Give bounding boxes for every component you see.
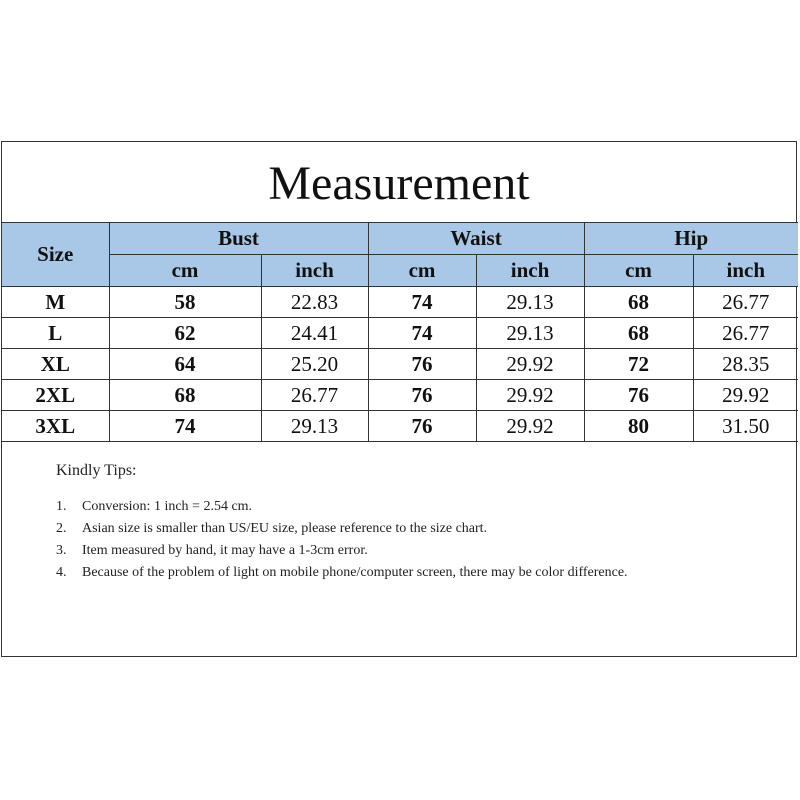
- tip-text: Conversion: 1 inch = 2.54 cm.: [82, 499, 253, 514]
- tips-list: [56, 496, 796, 584]
- bust-cm-cell: 58: [109, 287, 261, 318]
- bust-inch-cell: 24.41: [261, 318, 368, 349]
- waist-inch-cell: 29.92: [476, 411, 584, 442]
- waist-group-header: Waist: [368, 223, 584, 255]
- table-row: [2, 380, 798, 411]
- tip-number: 3.: [56, 543, 67, 558]
- bust-cm-cell: 74: [109, 411, 261, 442]
- size-column-header: Size: [2, 223, 109, 287]
- hip-cm-cell: 80: [584, 411, 693, 442]
- bust-inch-cell: 29.13: [261, 411, 368, 442]
- unit-header-bust-inch: inch: [261, 255, 368, 287]
- table-body: [2, 287, 798, 442]
- hip-inch-cell: 26.77: [693, 287, 798, 318]
- size-chart-card: [1, 141, 797, 657]
- size-cell: XL: [2, 349, 109, 380]
- tip-item: [56, 518, 796, 540]
- waist-inch-cell: 29.13: [476, 318, 584, 349]
- tips-section: [2, 442, 796, 584]
- tip-item: [56, 496, 796, 518]
- tip-text: Because of the problem of light on mobile phone/computer screen, there may be color difference.: [82, 565, 628, 580]
- waist-cm-cell: 74: [368, 318, 476, 349]
- table-row: [2, 349, 798, 380]
- hip-cm-cell: 72: [584, 349, 693, 380]
- tip-number: 2.: [56, 521, 67, 536]
- unit-header-waist-inch: inch: [476, 255, 584, 287]
- bust-inch-cell: 25.20: [261, 349, 368, 380]
- hip-group-header: Hip: [584, 223, 798, 255]
- size-cell: 3XL: [2, 411, 109, 442]
- bust-inch-cell: 22.83: [261, 287, 368, 318]
- waist-inch-cell: 29.92: [476, 380, 584, 411]
- hip-cm-cell: 68: [584, 318, 693, 349]
- unit-header-waist-cm: cm: [368, 255, 476, 287]
- waist-cm-cell: 76: [368, 380, 476, 411]
- unit-header-hip-inch: inch: [693, 255, 798, 287]
- page-title: Measurement: [268, 157, 530, 210]
- bust-cm-cell: 68: [109, 380, 261, 411]
- size-cell: M: [2, 287, 109, 318]
- hip-cm-cell: 68: [584, 287, 693, 318]
- size-table: [2, 222, 798, 442]
- size-cell: L: [2, 318, 109, 349]
- bust-cm-cell: 64: [109, 349, 261, 380]
- size-cell: 2XL: [2, 380, 109, 411]
- tip-number: 1.: [56, 499, 67, 514]
- bust-group-header: Bust: [109, 223, 368, 255]
- hip-cm-cell: 76: [584, 380, 693, 411]
- tip-item: [56, 562, 796, 584]
- waist-inch-cell: 29.13: [476, 287, 584, 318]
- waist-cm-cell: 76: [368, 349, 476, 380]
- waist-cm-cell: 74: [368, 287, 476, 318]
- hip-inch-cell: 31.50: [693, 411, 798, 442]
- unit-header-hip-cm: cm: [584, 255, 693, 287]
- hip-inch-cell: 29.92: [693, 380, 798, 411]
- waist-cm-cell: 76: [368, 411, 476, 442]
- tip-text: Item measured by hand, it may have a 1-3cm error.: [82, 543, 368, 558]
- hip-inch-cell: 26.77: [693, 318, 798, 349]
- hip-inch-cell: 28.35: [693, 349, 798, 380]
- waist-inch-cell: 29.92: [476, 349, 584, 380]
- table-row: [2, 411, 798, 442]
- bust-inch-cell: 26.77: [261, 380, 368, 411]
- tip-item: [56, 540, 796, 562]
- unit-header-bust-cm: cm: [109, 255, 261, 287]
- table-row: [2, 318, 798, 349]
- bust-cm-cell: 62: [109, 318, 261, 349]
- table-header: [2, 223, 798, 287]
- tips-title: Kindly Tips:: [56, 462, 137, 479]
- table-row: [2, 287, 798, 318]
- tip-text: Asian size is smaller than US/EU size, please reference to the size chart.: [82, 521, 488, 536]
- tip-number: 4.: [56, 565, 67, 580]
